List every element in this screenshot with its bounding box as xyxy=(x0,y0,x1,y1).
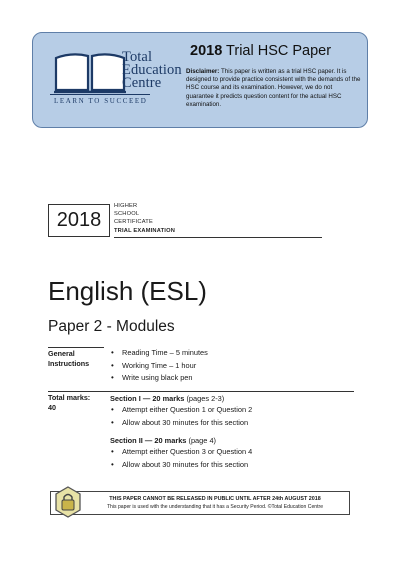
list-item: • Working Time – 1 hour xyxy=(122,360,208,373)
total-marks-divider xyxy=(48,391,354,392)
logo-wordmark xyxy=(122,51,182,90)
exam-year-box xyxy=(48,204,110,237)
hsc-label xyxy=(114,202,175,235)
list-item: • Allow about 30 minutes for this section xyxy=(122,459,252,472)
general-label-line2: Instructions xyxy=(48,358,90,368)
logo-word-total: Total xyxy=(122,49,153,65)
total-marks-label-line1: Total marks: xyxy=(48,393,91,402)
trial-paper-title xyxy=(190,43,331,59)
disclaimer-text: This paper is written as a trial HSC paper. It is designed to provide practice consistent with the demands of the HSC course and its examination. However, we do not guarantee it predicts question content for the actual HSC examination. xyxy=(186,68,361,108)
total-education-centre-logo xyxy=(44,48,182,108)
logo-tagline: LEARN TO SUCCEED xyxy=(54,97,148,105)
security-notice-box xyxy=(50,491,350,515)
total-marks-value: 40 xyxy=(48,402,56,412)
hsc-line-school: SCHOOL xyxy=(114,211,140,218)
hsc-line-higher: HIGHER xyxy=(114,203,138,209)
section-2-marks: — 20 marks xyxy=(144,436,187,445)
total-marks-label xyxy=(48,393,90,412)
list-item: • Allow about 30 minutes for this section xyxy=(122,417,252,430)
section-2-heading xyxy=(110,436,216,445)
section-2-list xyxy=(109,446,252,471)
section-2-pages: (page 4) xyxy=(188,436,217,445)
section-1-heading xyxy=(110,394,224,403)
general-instructions-list xyxy=(109,347,208,385)
logo-divider xyxy=(50,94,150,95)
section-1-list xyxy=(109,404,252,429)
open-book-icon xyxy=(52,50,128,96)
list-item: • Reading Time – 5 minutes xyxy=(122,347,208,360)
section-1-marks: — 20 marks xyxy=(142,394,185,403)
trial-title-text: Trial HSC Paper xyxy=(226,43,332,59)
security-notice-title: THIS PAPER CANNOT BE RELEASED IN PUBLIC UNTIL AFTER 24th AUGUST 2018 xyxy=(109,496,321,502)
general-instructions-label xyxy=(48,349,89,368)
general-instructions-divider xyxy=(48,347,104,348)
list-item: • Write using black pen xyxy=(122,372,208,385)
exam-year: 2018 xyxy=(56,209,102,231)
hsc-divider xyxy=(114,237,322,238)
section-1-name: Section I xyxy=(110,394,141,403)
logo-word-education: Education xyxy=(122,62,182,78)
paper-subtitle: Paper 2 - Modules xyxy=(48,318,175,335)
disclaimer xyxy=(186,68,361,109)
disclaimer-label: Disclaimer: xyxy=(186,68,220,75)
section-2-name: Section II xyxy=(110,436,143,445)
hsc-line-certificate: CERTIFICATE xyxy=(114,219,153,226)
padlock-seal-icon xyxy=(54,486,82,518)
section-1-pages: (pages 2-3) xyxy=(186,394,225,403)
subject-title: English (ESL) xyxy=(48,276,207,306)
hsc-line-trial-examination: TRIAL EXAMINATION xyxy=(114,227,176,234)
logo-word-centre: Centre xyxy=(122,75,162,91)
list-item: • Attempt either Question 3 or Question 4 xyxy=(122,446,252,459)
security-notice-text: This paper is used with the understanding that it has a Security Period. ©Total Education Centre xyxy=(106,504,324,510)
list-item: • Attempt either Question 1 or Question 2 xyxy=(122,404,252,417)
trial-year: 2018 xyxy=(190,43,223,59)
general-label-line1: General xyxy=(48,349,75,358)
